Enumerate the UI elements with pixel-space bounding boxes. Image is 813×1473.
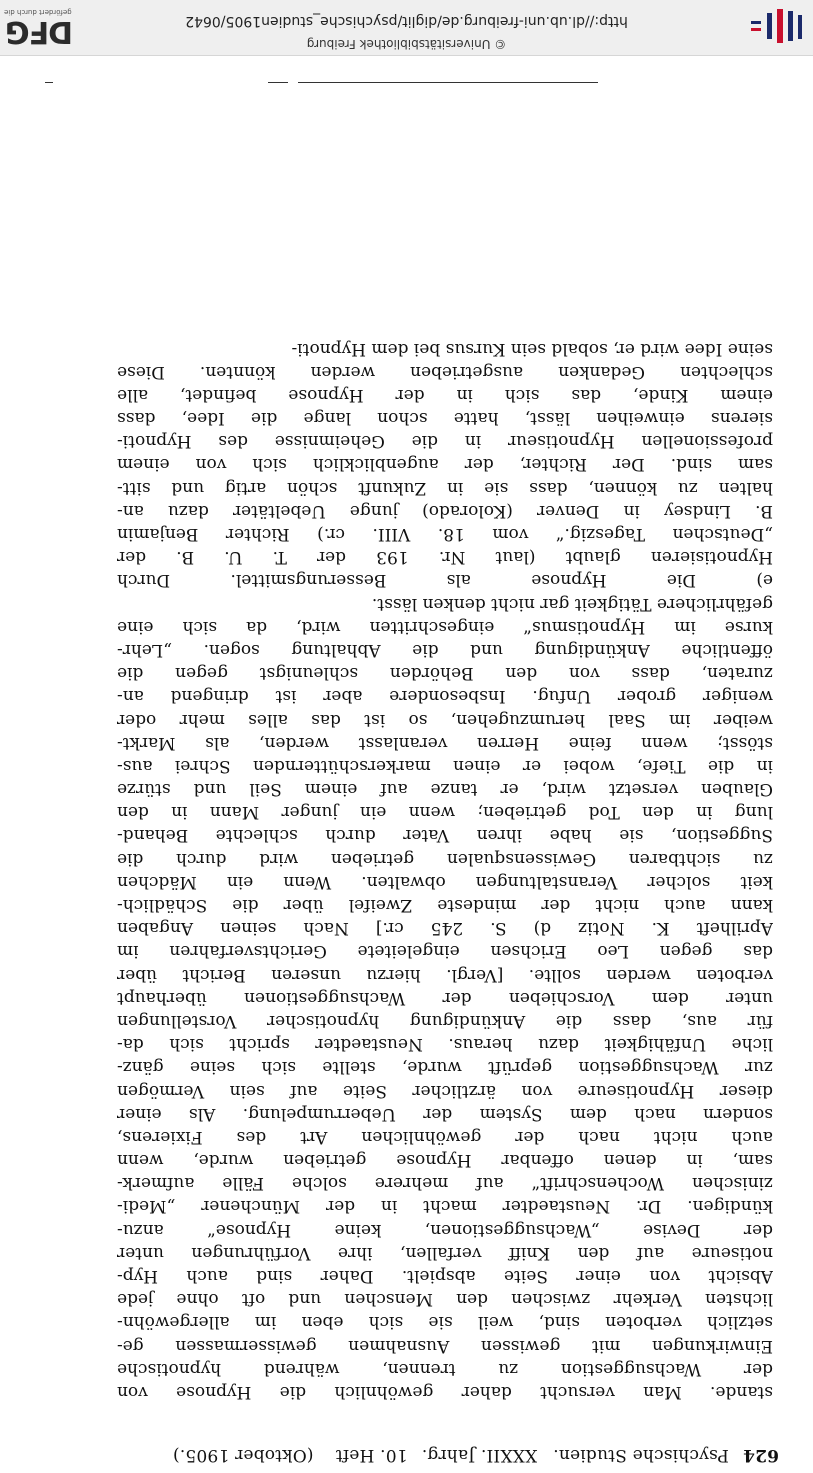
- text-line: das gegen Leo Erichsen eingeleitete Gerichtsverfahren im: [117, 941, 773, 962]
- text-line: notiseure auf den Kniff verfallen, ihre Vorführungen unter: [117, 1242, 773, 1263]
- text-line: in die Tiefe, wobei er einen markerschütternden Schrei aus-: [117, 755, 773, 776]
- text-line: auch nicht nach der gewöhnlichen Art des Fixierens,: [117, 1126, 773, 1147]
- dfg-logo: [2, 5, 80, 49]
- dfg-logo-word: DFG: [6, 14, 74, 49]
- text-line: der Devise „Wachsuggestionen, keine Hypnose“ anzu-: [117, 1219, 773, 1240]
- journal-title: Psychische Studien.: [553, 1445, 729, 1465]
- text-line: halten zu können, dass sie in Zukunft schön artig und sitt-: [117, 477, 773, 498]
- text-line: einem Kinde, das sich in der Hypnose befindet, alle: [117, 384, 773, 405]
- text-line: verboten werden sollte. [Vergl. hierzu unseren Bericht über: [117, 964, 773, 985]
- text-line: Hypnotisieren glaubt (laut Nr. 193 der T. U. B. der: [117, 547, 773, 568]
- text-line: professionellen Hypnotiseur in die Geheimnisse des Hypnoti-: [117, 431, 773, 452]
- text-line: sam sind. Der Richter, der augenblicklich sich von einem: [117, 454, 773, 475]
- page-number: 624: [742, 1445, 779, 1465]
- text-line: zu sichtbaren Gewissensqualen getrieben wird durch die: [117, 848, 773, 869]
- text-line: Glauben versetzt wird, er tanze auf einem Seil und stürze: [117, 779, 773, 800]
- text-line: schlechten Gedanken ausgetrieben werden könnten. Diese: [117, 361, 773, 382]
- text-line: sam, in denen offenbar Hypnose getrieben wurde, wenn: [117, 1150, 773, 1171]
- text-line: Absicht von einer Seite abspielt. Daher sind auch Hyp-: [117, 1266, 773, 1287]
- text-line: sierens einweihen lässt, hatte schon lange die Idee, dass: [117, 408, 773, 429]
- text-line: lichsten Verkehr zwischen den Menschen und oft ohne jede: [117, 1289, 773, 1310]
- copyright-text: © Universitätsbibliothek Freiburg: [306, 37, 507, 51]
- divider: [298, 82, 598, 83]
- text-line: seine Idee wird er, sobald sein Kursus bei dem Hypnoti-: [291, 338, 773, 359]
- text-line: zinischen Wochenschrift“ auf mehrere solche Fälle aufmerk-: [117, 1173, 773, 1194]
- issue-date: (Oktober 1905.): [172, 1445, 314, 1465]
- text-line: kann auch nicht der mindeste Zweifel über die Schädlich-: [117, 895, 773, 916]
- source-url[interactable]: http://dl.ub.uni-freiburg.de/diglit/psychische_studien1905/0642: [185, 13, 628, 29]
- text-line: weniger grober Unfug. Insbesondere aber ist dringend an-: [117, 686, 773, 707]
- text-line: für aus, dass die Ankündigung hypnotischer Vorstellungen: [117, 1011, 773, 1031]
- text-line: e) Die Hypnose als Besserungsmittel. Durch: [117, 570, 773, 591]
- viewer-footer: [0, 0, 813, 56]
- text-line: zur Wachsuggestion geprüft wurde, stellte sich seine gänz-: [117, 1057, 773, 1078]
- text-line: Aprilheft K. Notiz d) S. 245 cr.] Nach seinen Angaben: [117, 918, 773, 939]
- issue: 10. Heft: [335, 1445, 408, 1465]
- text-line: stande. Man versucht daher gewöhnlich die Hypnose von: [117, 1382, 773, 1402]
- text-line: gefährlichere Tätigkeit gar nicht denken lässt.: [371, 593, 773, 614]
- text-line: sondern nach dem System der Ueberrumpelung. Als einer: [117, 1103, 773, 1124]
- text-line: stösst; wenn feine Herren veranlasst werden, als Markt-: [117, 732, 773, 753]
- text-line: kurse im Hypnotismus“ eingeschritten wird, da sich eine: [117, 616, 773, 637]
- text-line: öffentliche Ankündigung und die Abhaltung sogen. „Lehr-: [117, 640, 773, 660]
- divider: [268, 82, 288, 83]
- text-line: keit solcher Veranstaltungen obwalten. Wenn ein Mädchen: [117, 871, 773, 892]
- text-line: der Wachsuggestion zu trennen, während hypnotische: [117, 1358, 773, 1379]
- body-text: [117, 336, 773, 1403]
- divider: [45, 82, 53, 83]
- text-line: B. Lindsey in Denver (Kolorado) junge Uebeltäter dazu an-: [117, 500, 773, 521]
- text-line: weiber im Saal herumzugehen, so ist das alles mehr oder: [117, 709, 773, 730]
- text-line: „Deutschen Tageszig.“ vom 18. VIII. cr.) Richter Benjamin: [117, 524, 773, 545]
- text-line: Suggestion, sie habe ihren Vater durch schlechte Behand-: [117, 825, 773, 846]
- text-line: unter dem Vorschieben der Wachsuggestionen überhaupt: [117, 987, 773, 1008]
- running-header: [116, 1445, 779, 1465]
- text-line: lung in den Tod getrieben; wenn ein junger Mann in den: [117, 802, 773, 823]
- text-line: dieser Hypnotiseure von ärztlicher Seite auf sein Vermögen: [117, 1080, 773, 1101]
- volume: XXXII. Jahrg.: [421, 1445, 538, 1465]
- dfg-caption: gefördert durch die: [4, 8, 72, 16]
- text-line: zuraten, dass von den Behörden schleunigst gegen die: [117, 663, 773, 684]
- text-line: kündigen. Dr. Neustaedter macht in der Münchener „Medi-: [117, 1196, 773, 1217]
- text-line: liche Unfähigkeit dazu heraus. Neustaedter spricht sich da-: [117, 1034, 773, 1055]
- text-line: Einwirkungen mit gewissen Ausnahmen gewissermassen ge-: [117, 1335, 773, 1356]
- text-line: setzlich verboten sind, weil sie sich eben im allergewöhn-: [117, 1312, 773, 1333]
